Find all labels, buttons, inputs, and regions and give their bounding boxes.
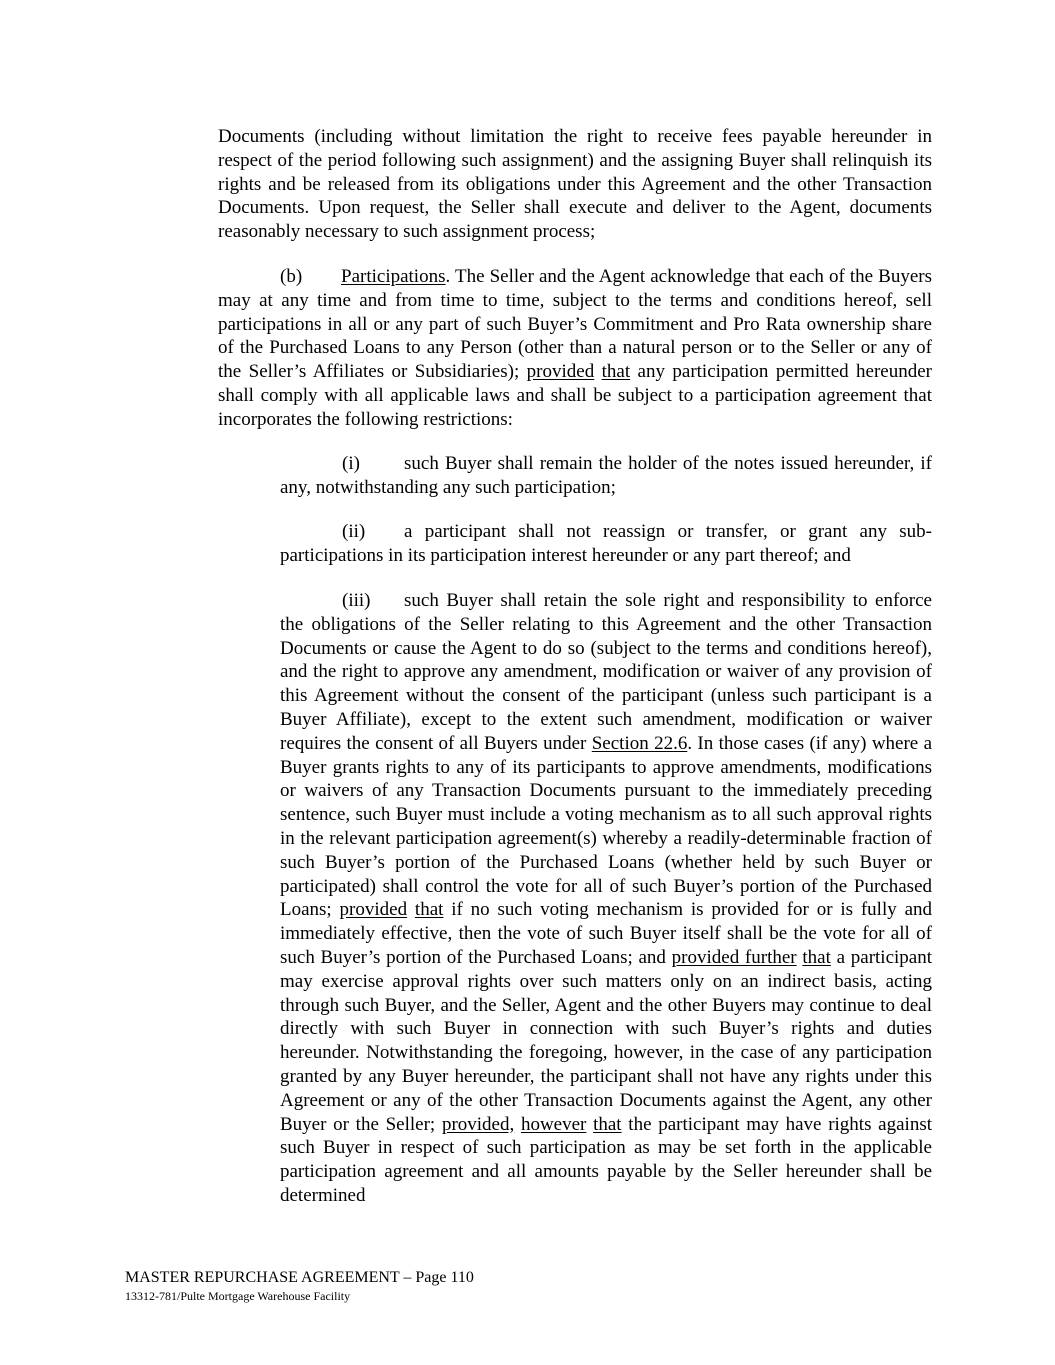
that-term: that	[601, 361, 631, 383]
provided-term: provided	[526, 361, 595, 383]
item-ii-text: a participant shall not reassign or transfer, or grant any sub-participations in its participation interest hereunder or any part thereof; and	[280, 521, 932, 566]
that-term: that	[802, 946, 831, 968]
item-ii-marker: (ii)	[342, 521, 366, 542]
item-iii-text-2: . In those cases (if any) where a Buyer grants rights to any of its participants to approve amendments, modifications or waivers of any Transaction Documents pursuant to the immediately preceding sentence, such Buyer must include a voting mechanism as to all such approval rights in the relevant participation agreement(s) whereby a readily-determinable fraction of such Buyer’s portion of the Purchased Loans (whether held by such Buyer or participated) shall control the vote for all of such Buyer’s portion of the Purchased Loans;	[280, 732, 933, 921]
item-i-marker: (i)	[342, 453, 360, 474]
that-term: that	[593, 1113, 622, 1135]
item-iii-text-5: the participant may have rights against such Buyer in respect of such participation as may be set forth in the applicable participation agreement and all amounts payable by the Seller hereunder shall be determined	[280, 1113, 933, 1206]
section-b-heading: Participations	[341, 266, 446, 287]
item-i-paragraph	[280, 452, 932, 500]
section-b-text-1: . The Seller and the Agent acknowledge that each of the Buyers may at any time and from time to time, subject to the terms and conditions hereof, sell participations in all or any part of such Buyer’s Commitment and Pro Rata ownership share of the Purchased Loans to any Person (other than a natural person or to the Seller or any of the Seller’s Affiliates or Subsidiaries);	[218, 266, 932, 383]
footer-title: MASTER REPURCHASE AGREEMENT – Page 110	[125, 1269, 474, 1286]
that-term: that	[414, 899, 444, 921]
section-reference: Section 22.6	[591, 732, 688, 754]
provided-further-term: provided further	[671, 946, 797, 968]
intro-text: Documents (including without limitation the right to receive fees payable hereunder in respect of the period following such assignment) and the assigning Buyer shall relinquish its rights and be released from its obligations under this Agreement and the other Transaction Documents. Upon request, the Seller shall execute and deliver to the Agent, documents reasonably necessary to such assignment process;	[218, 126, 932, 243]
footer-doc-id: 13312-781/Pulte Mortgage Warehouse Facility	[125, 1289, 351, 1303]
however-term: however	[520, 1113, 587, 1135]
item-iii-marker: (iii)	[342, 590, 371, 611]
item-iii-text-4: a participant may exercise approval rights over such matters only on an indirect basis, acting through such Buyer, and the Seller, Agent and the other Buyers may continue to deal directly with such Buyer in connection with such Buyer’s rights and duties hereunder. Notwithstanding the foregoing, however, in the case of any participation granted by any Buyer hereunder, the participant shall not have any rights under this Agreement or any of the other Transaction Documents against the Agent, any other Buyer or the Seller;	[280, 946, 932, 1135]
provided-term: provided,	[441, 1113, 515, 1135]
item-ii-paragraph	[280, 520, 932, 568]
section-b-text-2: any participation permitted hereunder shall comply with all applicable laws and shall be subject to a participation agreement that incorporates the following restrictions:	[218, 361, 932, 430]
item-i-text: such Buyer shall remain the holder of the notes issued hereunder, if any, notwithstanding any such participation;	[280, 453, 932, 498]
item-iii-paragraph	[280, 589, 932, 1208]
intro-paragraph	[218, 125, 932, 244]
item-iii-text-1: such Buyer shall retain the sole right and responsibility to enforce the obligations of the Seller relating to this Agreement and the other Transaction Documents or cause the Agent to do so (subject to the terms and conditions hereof), and the right to approve any amendment, modification or waiver of any provision of this Agreement without the consent of the participant (unless such participant is a Buyer Affiliate), except to the extent such amendment, modification or waiver requires the consent of all Buyers under	[280, 590, 932, 754]
provided-term: provided	[339, 899, 408, 921]
item-iii-text-3: if no such voting mechanism is provided for or is fully and immediately effective, then the vote of such Buyer itself shall be the vote for all of such Buyer’s portion of the Purchased Loans; and	[280, 899, 932, 968]
section-b-marker: (b)	[280, 266, 303, 287]
section-b-paragraph	[218, 265, 932, 432]
